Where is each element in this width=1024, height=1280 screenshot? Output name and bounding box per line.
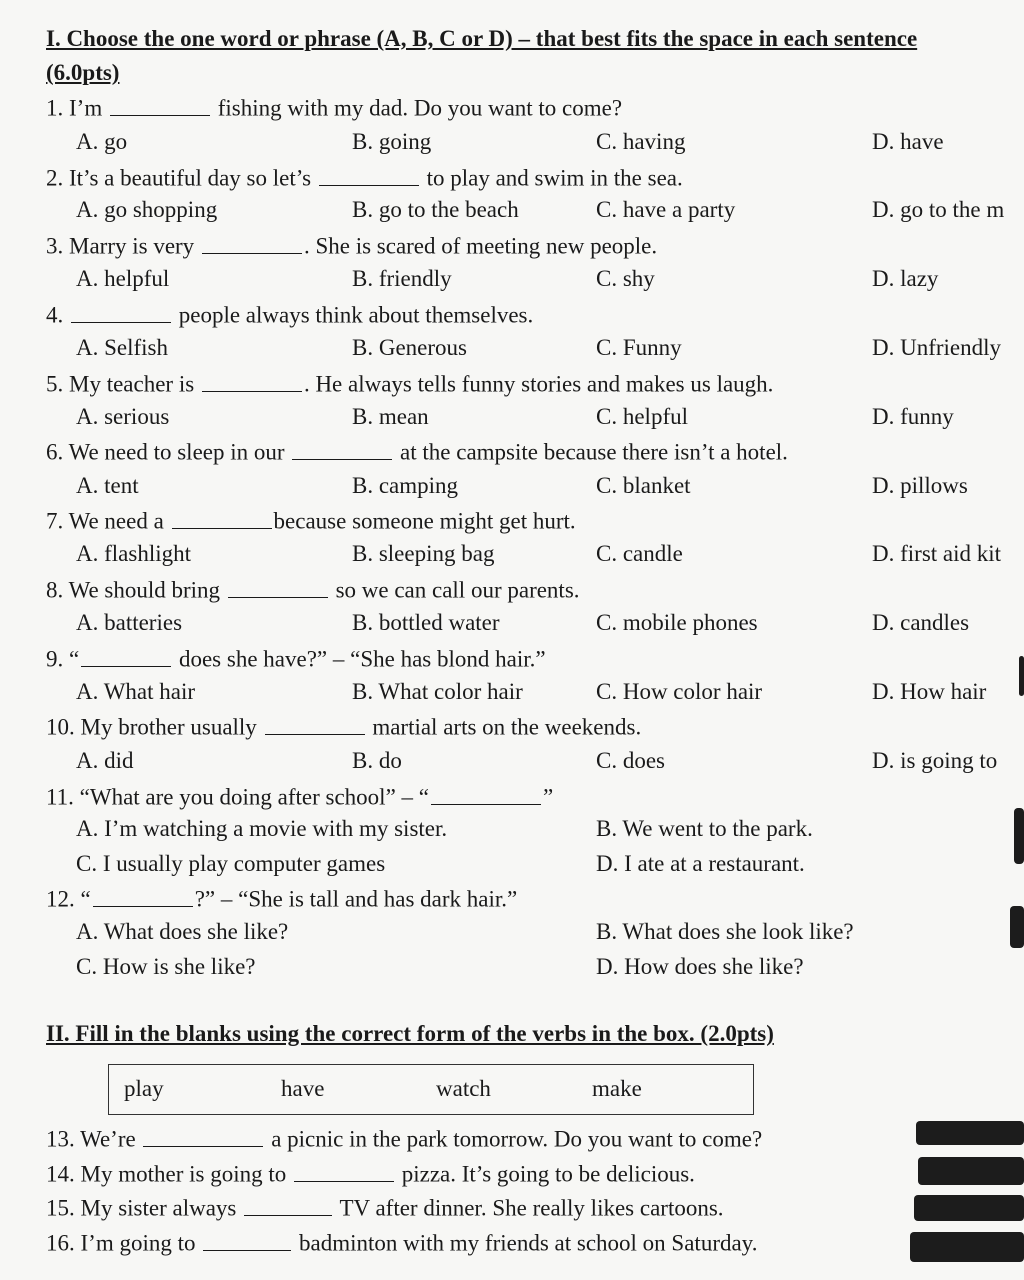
verb-word: watch [436,1076,491,1101]
option-c[interactable]: C. does [596,748,665,773]
verb-box [108,1064,754,1115]
option-b[interactable]: B. What does she look like? [596,919,854,944]
option-b[interactable]: B. What color hair [352,679,523,704]
option-a[interactable]: A. serious [76,404,170,429]
option-c[interactable]: C. have a party [596,197,736,222]
question-15: 15. My sister always TV after dinner. She really likes cartoons. [46,1195,724,1221]
option-b[interactable]: B. do [352,748,402,773]
option-a[interactable]: A. tent [76,473,139,498]
question-3: 3. Marry is very . She is scared of meeting new people. [46,233,658,259]
question-4: 4. people always think about themselves. [46,302,534,328]
option-a[interactable]: A. What does she like? [76,919,289,944]
question-5: 5. My teacher is . He always tells funny stories and makes us laugh. [46,371,774,397]
question-9: 9. “ does she have?” – “She has blond hair.” [46,646,546,672]
option-a[interactable]: A. go shopping [76,197,218,222]
option-b[interactable]: B. friendly [352,266,452,291]
edge-artifact [1014,808,1024,864]
option-c[interactable]: C. helpful [596,404,688,429]
option-c[interactable]: C. How color hair [596,679,763,704]
option-a[interactable]: A. go [76,129,128,154]
option-a[interactable]: A. flashlight [76,541,191,566]
option-b[interactable]: B. mean [352,404,429,429]
option-d[interactable]: D. How does she like? [596,954,804,979]
option-b[interactable]: B. We went to the park. [596,816,813,841]
option-a[interactable]: A. helpful [76,266,170,291]
answer-blank[interactable] [143,1125,263,1147]
option-d[interactable]: D. have [872,129,944,154]
answer-blank[interactable] [203,1229,291,1251]
option-a[interactable]: A. I’m watching a movie with my sister. [76,816,448,841]
option-d[interactable]: D. first aid kit [872,541,1002,566]
answer-blank[interactable] [292,438,392,460]
question-10: 10. My brother usually martial arts on the weekends. [46,714,642,740]
option-b[interactable]: B. bottled water [352,610,500,635]
answer-blank[interactable] [265,713,365,735]
option-d[interactable]: D. How hair [872,679,987,704]
section-1-heading: I. Choose the one word or phrase (A, B, C or D) – that best fits the space in each sentence [46,26,918,51]
answer-blank[interactable] [319,164,419,186]
answer-blank[interactable] [244,1194,332,1216]
answer-blank[interactable] [202,232,302,254]
answer-blank[interactable] [110,94,210,116]
verb-word: have [281,1076,325,1101]
option-b[interactable]: B. sleeping bag [352,541,495,566]
verb-word: play [124,1076,164,1101]
section-2-heading: II. Fill in the blanks using the correct form of the verbs in the box. (2.0pts) [46,1021,774,1046]
question-11: 11. “What are you doing after school” – “ ” [46,784,554,810]
option-d[interactable]: D. go to the m [872,197,1005,222]
question-12: 12. “ ?” – “She is tall and has dark hair.” [46,886,518,912]
option-c[interactable]: C. mobile phones [596,610,758,635]
edge-artifact [1010,906,1024,948]
option-d[interactable]: D. is going to [872,748,998,773]
verb-word: make [592,1076,642,1101]
question-1: 1. I’m fishing with my dad. Do you want to come? [46,95,623,121]
option-d[interactable]: D. I ate at a restaurant. [596,851,805,876]
question-13: 13. We’re a picnic in the park tomorrow. Do you want to come? [46,1126,763,1152]
question-6: 6. We need to sleep in our at the campsite because there isn’t a hotel. [46,439,788,465]
answer-blank[interactable] [172,507,272,529]
option-b[interactable]: B. going [352,129,432,154]
option-d[interactable]: D. Unfriendly [872,335,1002,360]
option-c[interactable]: C. shy [596,266,655,291]
answer-blank[interactable] [202,370,302,392]
question-8: 8. We should bring so we can call our parents. [46,577,580,603]
option-b[interactable]: B. go to the beach [352,197,519,222]
question-14: 14. My mother is going to pizza. It’s going to be delicious. [46,1161,695,1187]
edge-artifact [910,1232,1024,1262]
answer-blank[interactable] [228,576,328,598]
option-a[interactable]: A. What hair [76,679,196,704]
answer-blank[interactable] [431,783,541,805]
edge-artifact [914,1195,1024,1221]
section-1-points: (6.0pts) [46,60,120,85]
question-2: 2. It’s a beautiful day so let’s to play and swim in the sea. [46,165,683,191]
option-d[interactable]: D. funny [872,404,954,429]
option-d[interactable]: D. candles [872,610,970,635]
option-a[interactable]: A. did [76,748,134,773]
question-16: 16. I’m going to badminton with my friends at school on Saturday. [46,1230,758,1256]
answer-blank[interactable] [93,885,193,907]
option-d[interactable]: D. lazy [872,266,939,291]
option-c[interactable]: C. blanket [596,473,691,498]
option-a[interactable]: A. batteries [76,610,183,635]
answer-blank[interactable] [81,645,171,667]
option-d[interactable]: D. pillows [872,473,968,498]
answer-blank[interactable] [71,301,171,323]
option-a[interactable]: A. Selfish [76,335,168,360]
option-c[interactable]: C. How is she like? [76,954,256,979]
option-b[interactable]: B. camping [352,473,459,498]
question-7: 7. We need a because someone might get hurt. [46,508,576,534]
option-b[interactable]: B. Generous [352,335,467,360]
option-c[interactable]: C. Funny [596,335,682,360]
answer-blank[interactable] [294,1160,394,1182]
option-c[interactable]: C. candle [596,541,683,566]
edge-artifact [918,1157,1024,1185]
option-c[interactable]: C. I usually play computer games [76,851,386,876]
edge-artifact [916,1121,1024,1145]
edge-artifact [1019,656,1024,696]
option-c[interactable]: C. having [596,129,686,154]
